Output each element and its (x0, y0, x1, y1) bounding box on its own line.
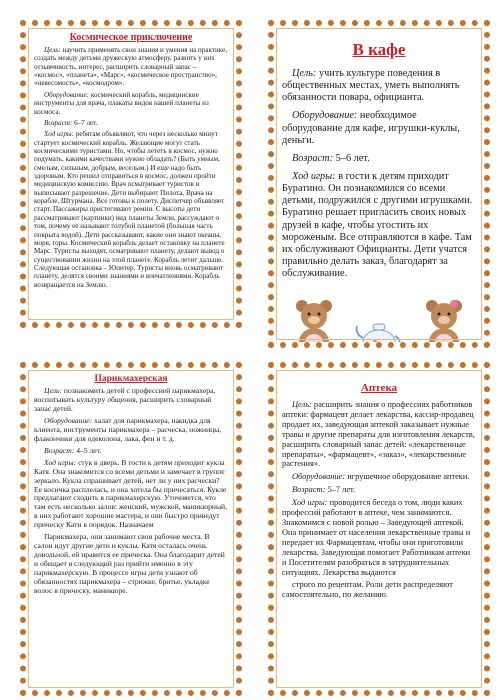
age-label: Возраст: (44, 118, 73, 127)
equipment-label: Оборудование: (292, 472, 346, 482)
age-text: 5–7 лет. (327, 485, 356, 495)
equipment-label: Оборудование: (44, 90, 90, 99)
goal-paragraph (282, 400, 476, 469)
game-text: в гости к детям приходит Буратино. Он познакомился со всеми детьми, подружился с другими игрушками. Буратино решает пригласить своих новых друзей в кафе, чтобы угостить их мороженым. Все отправляются в кафе. Там их обслуживают Официанты. Дети учатся правильно делать заказ, благодарят за обслуживание. (282, 170, 473, 280)
goal-label: Цель: (44, 386, 62, 395)
goal-label: Цель: (292, 400, 312, 409)
age-paragraph (282, 153, 476, 165)
age-label: Возраст: (44, 445, 75, 455)
game-label: Ход игры: (292, 170, 336, 182)
card-title: Космическое приключение (69, 32, 193, 43)
card-pharmacy (268, 362, 490, 696)
goal-text: учить культуре поведения в общественных местах, уметь выполнять обязанности повара, официанта. (282, 68, 460, 104)
equipment-paragraph (34, 417, 228, 444)
goal-label: Цель: (292, 68, 317, 79)
goal-text: познакомить детей с профессией парикмахера, воспитывать культуру общения, расширить словарный запас детей. (34, 386, 216, 413)
age-paragraph (34, 119, 228, 127)
goal-paragraph (282, 68, 476, 104)
teddy-bear-icon (292, 298, 336, 348)
card-hairdresser (20, 362, 242, 696)
card-cafe (268, 20, 490, 348)
goal-paragraph (34, 387, 228, 414)
game-paragraph (282, 171, 476, 280)
equipment-paragraph (34, 91, 228, 116)
extra-paragraph: строго по рецептам. Роли дети распределяют самостоятельно, по желанию. (282, 580, 453, 600)
extra-paragraph: Парикмахера, они занимают свои рабочие места. В салон идут другие дети и куклы. Катя осталась очень довольной, ей нравится ее прическа. Она благодарит детей и обещает в следующий раз прийти именно в эту парикмахерскую. В процессе игры дети узнают об обязанностях парикмахера – стрижке, бритье, укладке волос в прическу, маникюре. (34, 532, 225, 596)
equipment-label: Оборудование: (44, 415, 93, 425)
card-title: В кафе (352, 40, 406, 59)
game-label: Ход игры: (44, 130, 75, 139)
card-space-adventure (20, 20, 242, 328)
teddy-bear-icon (422, 298, 466, 348)
equipment-text: космический корабль, медицинские инструменты для врача, плакаты видов нашей планеты из космоса. (34, 90, 209, 116)
teapot-icon (355, 316, 403, 348)
game-text: проводится беседа о том, люди каких профессий работают в аптеке, чем занимаются. Знакомимся с новой ролью – Заведующей аптекой. Она принимает от населения лекарственные травы и передает их Фармацевтам, чтобы они приготовили лекарства. Заведующая помогает Работникам аптеки и Посетителям разобраться в затруднительных ситуациях. Лекарства выдаются (282, 498, 471, 577)
equipment-text: необходимое оборудование для кафе, игрушки-куклы, деньги. (282, 110, 460, 146)
age-paragraph (282, 485, 476, 495)
illustration (282, 286, 476, 348)
age-text: 5–6 лет. (335, 152, 370, 164)
card-title: Аптека (360, 382, 398, 394)
game-paragraph (34, 130, 228, 289)
card-title: Парикмахерская (94, 374, 168, 384)
goal-paragraph (34, 46, 228, 88)
goal-label: Цель: (44, 46, 61, 54)
goal-text: расширить знания о профессиях работников аптеки: фармацевт делает лекарства, кассир-продавец продает их, заведующая аптекой заказывает нужные травы и другие препараты для изготовления лекарств, расширить словарный запас детей: «лекарственные препараты», «фармацевт», «заказ», «лекарственные растения». (282, 400, 475, 469)
game-paragraph (282, 498, 476, 577)
game-text: ребятам объявляют, что через несколько минут стартует космический корабль. Желающие могут стать космическими туристами. Но, чтобы лететь в космос, нужно подумать, какими качествами нужно обладать? (Быть умным, смелым, сильным, добрым, веселым.) И еще надо быть здоровым. Кто решил отправиться в космос, должен пройти медицинскую комиссию. Врач осматривает туристов и выписывает разрешение. Дети выбирают Пилота, Врача на корабле, Штурмана. Все готовы к полету. Диспетчер объявляет старт. Пассажиры пристегивают ремни. С высоты дети рассматривают (картинки) вид планеты Земли, рассуждают о том, почему ее называют голубой планетой (большая часть покрыта водой). Дети рассказывают, какие они знают океаны, моря, горы. Космический корабль делает остановку на планете Марс. Туристы выходят, осматривают планету, делают вывод о существовании жизни на этой планете. Корабль летит дальше. Следующая остановка – Юпитер. Туристы вновь осматривают планету, делятся своими знаниями и впечатлениями. Корабль возвращается на Землю. (34, 130, 225, 289)
equipment-text: халат для парикмахера, накидка для клиента, инструменты парикмахера – расческа, ножницы, флакончики для одеколона, лака, фен и т. д. (34, 415, 222, 443)
game-label: Ход игры: (44, 457, 77, 467)
game-text: стук в дверь. В гости к детям приходит кукла Катя. Она знакомится со всеми детьми и замечает в группе зеркало. Кукла спрашивает детей, нет ли у них расчески? Ее косичка расплелась, и она хотела бы причесаться. Кукле предлагают сходить в парикмахерскую. Уточняется, что там есть несколько залов: женский, мужской, маникюрный, в них работают хорошие мастера, и они быстро приведут прическу Кати в порядок. Назначаем (34, 457, 228, 530)
equipment-text: игрушечное оборудование аптеки. (347, 472, 470, 482)
age-text: 4–5 лет. (76, 445, 102, 455)
goal-text: научить применять свои знания и умения на практике, создать между детьми дружескую атмосферу, развить у них отзывчивость, интерес, расширить словарный запас – «космос», «планета», «Марс», «космическое пространство», «невесомость», «космодром». (34, 46, 227, 88)
game-label: Ход игры: (292, 498, 328, 508)
equipment-paragraph (282, 110, 476, 146)
equipment-paragraph (282, 472, 476, 482)
game-paragraph (34, 459, 228, 531)
age-paragraph (34, 447, 228, 456)
age-label: Возраст: (292, 485, 326, 495)
age-label: Возраст: (292, 152, 334, 164)
age-text: 6–7 лет. (74, 118, 98, 127)
equipment-label: Оборудование: (292, 110, 358, 122)
